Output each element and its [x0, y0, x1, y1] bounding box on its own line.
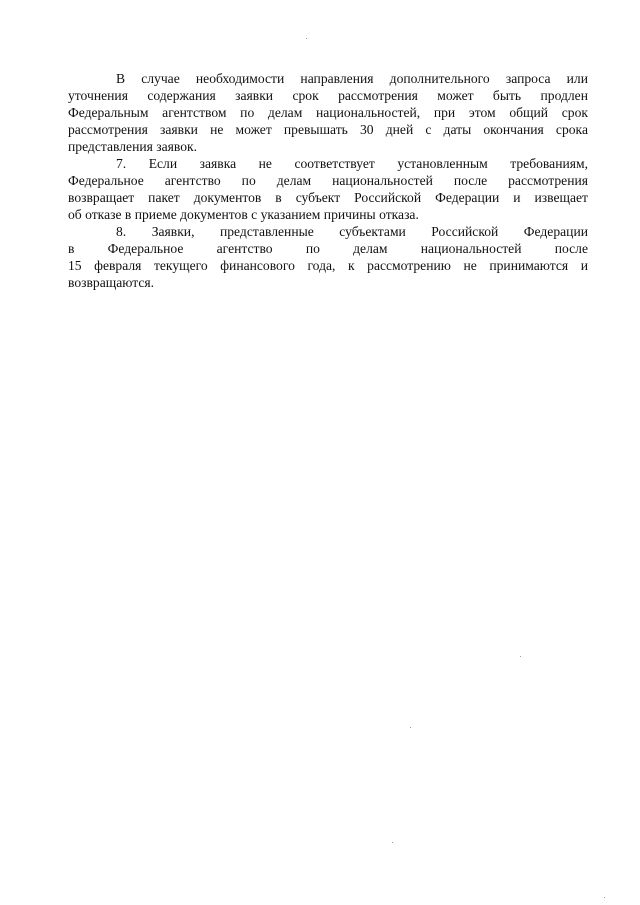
paragraph-line: об отказе в приеме документов с указанием причины отказа.: [68, 207, 419, 222]
paragraph-line: 8. Заявки, представленные субъектами Российской Федерации: [116, 224, 588, 239]
scan-speck: [392, 842, 393, 843]
paragraph-line: В случае необходимости направления дополнительного запроса или: [116, 71, 588, 86]
document-body: [68, 70, 588, 291]
paragraph-line: в Федеральное агентство по делам национальностей после: [68, 241, 588, 256]
scan-speck: [306, 38, 307, 39]
scan-speck: [520, 656, 521, 657]
paragraph-line: рассмотрения заявки не может превышать 30 дней с даты окончания срока: [68, 122, 588, 137]
scan-speck: [410, 727, 411, 728]
scan-speck: [604, 897, 605, 898]
paragraph-line: возвращаются.: [68, 275, 155, 290]
paragraph-line: Федеральным агентством по делам национальностей, при этом общий срок: [68, 105, 588, 120]
paragraph-line: возвращает пакет документов в субъект Российской Федерации и извещает: [68, 190, 588, 205]
paragraph-line: Федеральное агентство по делам национальностей после рассмотрения: [68, 173, 588, 188]
paragraph-line: 15 февраля текущего финансового года, к рассмотрению не принимаются и: [68, 258, 588, 273]
paragraph-line: представления заявок.: [68, 139, 198, 154]
paragraph-line: уточнения содержания заявки срок рассмотрения может быть продлен: [68, 88, 588, 103]
paragraph-line: 7. Если заявка не соответствует установленным требованиям,: [116, 156, 588, 171]
